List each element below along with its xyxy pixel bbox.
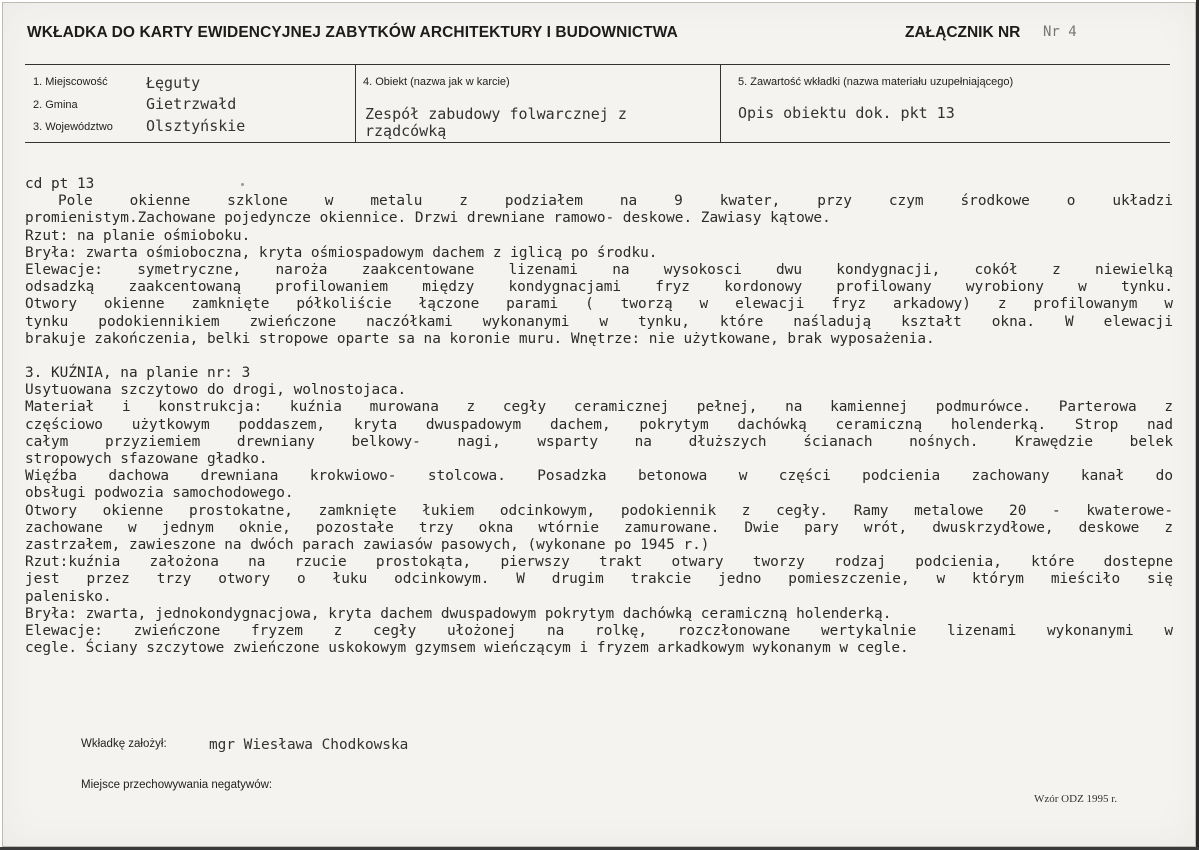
text-line: całym przyziemiem drewniany belkowy- nagi, wsparty na dłuższych ścianach nośnych. Krawędzie belek <box>25 433 1173 450</box>
scan-speck <box>241 183 244 186</box>
description-text <box>25 176 1173 657</box>
location-box <box>25 64 355 143</box>
text-line: częściowo użytkowym poddaszem, kryta dwuspadowym dachem, pokrytym dachówką ceramiczną holenderką. Strop nad <box>25 416 1173 433</box>
content-label: 5. Zawartość wkładki (nazwa materiału uzupełniającego) <box>738 76 1014 88</box>
blank-line <box>25 348 1173 365</box>
object-value-line1: Zespół zabudowy folwarcznej z <box>365 105 627 123</box>
text-line: Otwory okienne zamknięte półkoliście łączone parami ( tworzą w elewacji fryz arkadowy) z profilowanym w <box>25 296 1173 313</box>
text-line: Pole okienne szklone w metalu z podziałem na 9 kwater, przy czym środkowe o układzi <box>58 193 1173 210</box>
object-box <box>355 64 720 143</box>
text-line: cegle. Ściany szczytowe zwieńczone uskokowym gzymsem wieńczącym i fryzem arkadkowym wykonanym w cegle. <box>25 640 909 657</box>
author-value: mgr Wiesława Chodkowska <box>209 737 409 753</box>
section-heading: 3. KUŹNIA, na planie nr: 3 <box>25 365 251 382</box>
text-line: Otwory okienne prostokatne, zamknięte łukiem odcinkowym, podokiennik z cegły. Ramy metalowe 20 - kwaterowe- <box>25 502 1173 519</box>
text-line: Materiał i konstrukcja: kuźnia murowana z cegły ceramicznej pełnej, na kamiennej podmurówce. Parterowa z <box>25 399 1173 416</box>
commune-label: 2. Gmina <box>33 99 78 111</box>
text-line: Elewacje: symetryczne, naroża zaakcentowane lizenami na wysokosci dwu kondygnacji, cokół z niewielką <box>25 261 1173 278</box>
text-line: stropowych sfazowane gładko. <box>25 451 268 467</box>
province-label: 3. Województwo <box>33 121 113 133</box>
form-template-mark: Wzór ODZ 1995 r. <box>1034 793 1118 805</box>
text-line: Usytuowana szczytowo do drogi, wolnostojaca. <box>25 382 407 399</box>
text-line: zastrzałem, zawieszone na dwóch parach zawiasów pasowych, (wykonane po 1945 r.) <box>25 536 710 553</box>
text-line: palenisko. <box>25 588 112 605</box>
content-value: Opis obiektu dok. pkt 13 <box>738 104 955 122</box>
text-line: jest przez trzy otwory o łuku odcinkowym. W drugim trakcie jedno pomieszczenie, w którym mieściło się <box>25 571 1173 588</box>
text-line: Bryła: zwarta, jednokondygnacjowa, kryta dachem dwuspadowym pokrytym dachówką ceramiczną holenderką. <box>25 605 892 622</box>
text-line: tynku podokiennikiem zwieńczone naczółkami wykonanymi w tynku, które naśladują kształt okna. W elewacji <box>25 313 1173 330</box>
object-label: 4. Obiekt (nazwa jak w karcie) <box>363 76 510 88</box>
locality-value: Łęguty <box>146 74 201 92</box>
text-line: Więźba dachowa drewniana krokwiowo- stolcowa. Posadzka betonowa w części podcienia zachowany kanał do <box>25 468 1173 485</box>
negatives-label: Miejsce przechowywania negatywów: <box>81 779 273 791</box>
text-line: Rzut:kuźnia założona na rzucie prostokąta, pierwszy trakt otwary tworzy rodzaj podcienia, które dostepne <box>25 554 1173 571</box>
province-value: Olsztyńskie <box>146 117 246 135</box>
text-line: promienistym.Zachowane pojedyncze okiennice. Drzwi drewniane ramowo- deskowe. Zawiasy kątowe. <box>25 210 831 227</box>
text-line: Rzut: na planie ośmioboku. <box>25 227 251 244</box>
text-line: obsługi podwozia samochodowego. <box>25 485 294 502</box>
form-title: WKŁADKA DO KARTY EWIDENCYJNEJ ZABYTKÓW ARCHITEKTURY I BUDOWNICTWA <box>27 24 678 41</box>
annex-value: Nr 4 <box>1043 24 1077 40</box>
text-line: zachowane w jednym oknie, pozostałe trzy okna wtórnie zamurowane. Dwie pary wrót, dwuskrzydłowe, deskowe z <box>25 519 1173 536</box>
text-line: Elewacje: zwieńczone fryzem z cegły ułożonej na rolkę, rozczłonowane wertykalnie lizenami wykonanymi w <box>25 622 1173 639</box>
locality-label: 1. Miejscowość <box>33 76 108 88</box>
text-line: Bryła: zwarta ośmioboczna, kryta ośmiospadowym dachem z iglicą po środku. <box>25 244 658 261</box>
content-box <box>720 64 1170 143</box>
commune-value: Gietrzwałd <box>146 95 237 113</box>
text-line: brakuje zakończenia, belki stropowe oparte sa na koronie muru. Wnętrze: nie użytkowane, brak wyposażenia. <box>25 330 935 347</box>
annex-label: ZAŁĄCZNIK NR <box>905 24 1021 41</box>
object-value-line2: rządcówką <box>365 122 447 140</box>
author-label: Wkładkę założył: <box>81 738 167 750</box>
text-line: cd pt 13 <box>25 176 95 192</box>
text-line: odsadzką zaakcentowaną profilowaniem między kondygnacjami fryz kordonowy profilowany wyrobiony w tynku. <box>25 279 1173 296</box>
